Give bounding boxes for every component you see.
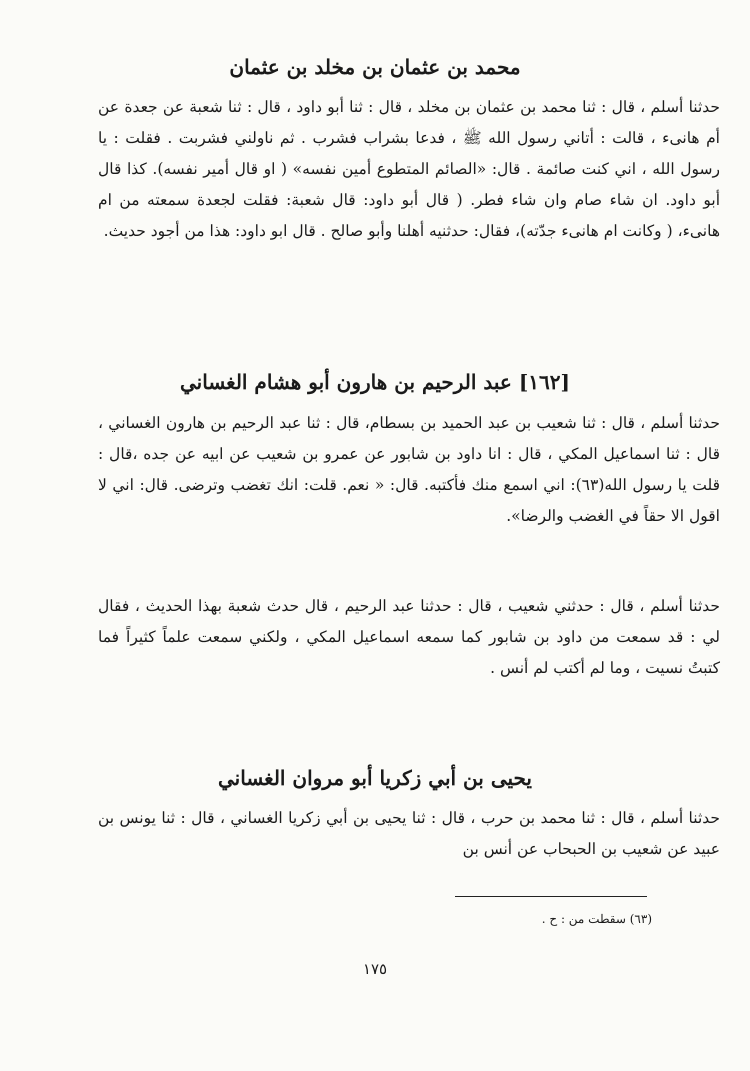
- section-heading-muhammad-ibn-uthman: محمد بن عثمان بن مخلد بن عثمان: [229, 55, 521, 79]
- section-heading-abd-al-rahim: [١٦٢] عبد الرحيم بن هارون أبو هشام الغساني: [180, 370, 570, 394]
- narration-paragraph: حدثنا أسلم ، قال : ثنا شعيب بن عبد الحميد بن بسطام، قال : ثنا عبد الرحيم بن هارون الغساني ، قال : ثنا اسماعيل المكي ، قال : انا داود بن شابور عن عمرو بن شعيب عن ابيه عن جده ،قال : قلت يا رسول الله(٦٣): اني اسمع منك فأكتبه. قال: « نعم. قلت: انك تغضب وترضى. قال: اني لا اقول الا حقاً في الغضب والرضا».: [98, 414, 720, 525]
- footnote: (٦٣) سقطت من : ح .: [541, 912, 652, 926]
- section-heading-yahya-ibn-abi-zakariya: يحيى بن أبي زكريا أبو مروان الغساني: [218, 766, 532, 790]
- narration-paragraph: حدثنا أسلم ، قال : حدثني شعيب ، قال : حدثنا عبد الرحيم ، قال حدث شعبة بهذا الحديث ، فقال لي : قد سمعت من داود بن شابور كما سمعه اسماعيل المكي ، ولكني سمعت علماً كثيراً فما كتبتُ نسيت ، وما لم أكتب لم أنس .: [98, 597, 720, 677]
- footnote-divider: [455, 896, 647, 897]
- narration-paragraph: حدثنا أسلم ، قال : ثنا محمد بن حرب ، قال : ثنا يحيى بن أبي زكريا الغساني ، قال : ثنا يونس بن عبيد عن شعيب بن الحبحاب عن أنس بن: [98, 809, 720, 858]
- narration-paragraph: حدثنا أسلم ، قال : ثنا محمد بن عثمان بن مخلد ، قال : ثنا أبو داود ، قال : ثنا شعبة عن جعدة عن أم هانىء ، قالت : أتاني رسول الله ﷺ ، فدعا بشراب فشرب . ثم ناولني فشربت . فقلت : يا رسول الله ، اني كنت صائمة . قال: «الصائم المتطوع أمين نفسه» ( او قال أمير نفسه). كذا قال أبو داود. ان شاء صام وان شاء فطر. ( قال أبو داود: قال شعبة: فقلت لجعدة سمعته من ام هانىء، ( وكانت ام هانىء جدّته)، فقال: حدثنيه أهلنا وأبو صالح . قال ابو داود: هذا من أجود حديث.: [98, 98, 720, 240]
- page-number: ١٧٥: [362, 960, 388, 978]
